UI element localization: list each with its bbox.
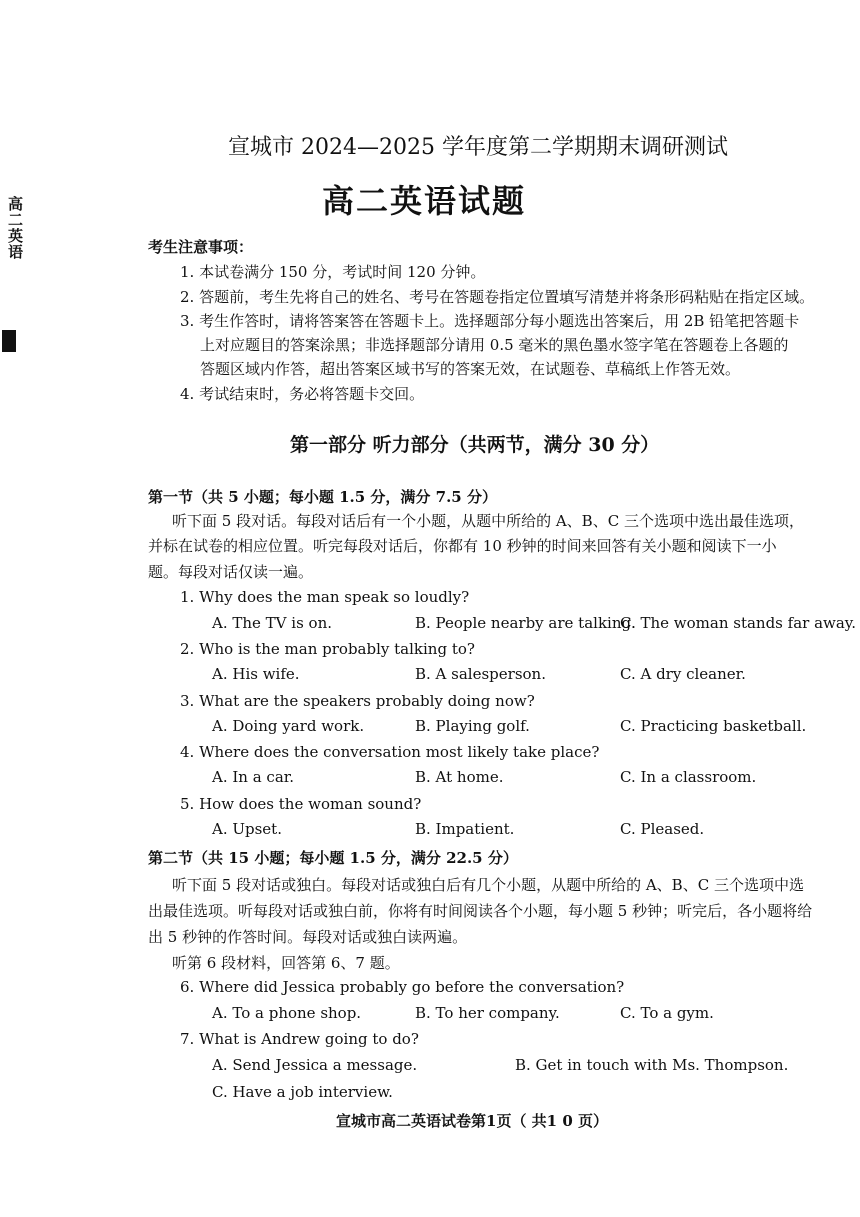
option-c: C. Pleased.	[620, 820, 705, 838]
option-c: C. In a classroom.	[620, 768, 757, 786]
page-footer: 宣城市高二英语试卷第1页（ 共1 0 页）	[336, 1112, 608, 1130]
option-c: C. Have a job interview.	[212, 1083, 393, 1101]
question-6: 6. Where did Jessica probably go before the conversation?	[180, 978, 625, 996]
option-a: A. The TV is on.	[212, 614, 333, 632]
question-3: 3. What are the speakers probably doing now?	[180, 692, 535, 710]
section-one-intro: 题。每段对话仅读一遍。	[148, 563, 314, 581]
question-4: 4. Where does the conversation most likely take place?	[180, 743, 600, 761]
option-b: B. Get in touch with Ms. Thompson.	[515, 1056, 789, 1074]
option-c: C. Practicing basketball.	[620, 717, 807, 735]
material-instruction: 听第 6 段材料，回答第 6、7 题。	[172, 954, 400, 972]
question-7: 7. What is Andrew going to do?	[180, 1030, 419, 1048]
option-c: C. To a gym.	[620, 1004, 714, 1022]
exam-subtitle: 宣城市 2024—2025 学年度第二学期期末调研测试	[228, 135, 728, 160]
section-two-intro: 出 5 秒钟的作答时间。每段对话或独白读两遍。	[148, 928, 468, 946]
section-two-intro: 出最佳选项。听每段对话或独白前，你将有时间阅读各个小题，每小题 5 秒钟；听完后，各小题将给	[148, 902, 813, 920]
option-b: B. Playing golf.	[415, 717, 530, 735]
option-b: B. People nearby are talking.	[415, 614, 636, 632]
section-one-intro: 听下面 5 段对话。每段对话后有一个小题，从题中所给的 A、B、C 三个选项中选出最佳选项，	[172, 512, 804, 530]
notice-line: 4. 考试结束时，务必将答题卡交回。	[180, 385, 425, 403]
binding-mark	[2, 330, 16, 352]
section-one-heading: 第一节（共 5 小题；每小题 1.5 分，满分 7.5 分）	[148, 488, 497, 506]
option-b: B. To her company.	[415, 1004, 560, 1022]
notice-line: 2. 答题前，考生先将自己的姓名、考号在答题卷指定位置填写清楚并将条形码粘贴在指定区域。	[180, 288, 815, 306]
notice-line: 3. 考生作答时，请将答案答在答题卡上。选择题部分每小题选出答案后，用 2B 铅笔把答题卡	[180, 312, 800, 330]
notice-line: 答题区域内作答，超出答案区域书写的答案无效，在试题卷、草稿纸上作答无效。	[200, 360, 741, 378]
option-b: B. At home.	[415, 768, 504, 786]
option-a: A. His wife.	[212, 665, 300, 683]
section-one-intro: 并标在试卷的相应位置。听完每段对话后，你都有 10 秒钟的时间来回答有关小题和阅读下一小	[148, 537, 777, 555]
option-c: C. A dry cleaner.	[620, 665, 746, 683]
option-a: A. Upset.	[212, 820, 282, 838]
exam-title: 高二英语试题	[322, 182, 527, 220]
option-a: A. To a phone shop.	[212, 1004, 362, 1022]
part-one-title: 第一部分 听力部分（共两节，满分 30 分）	[290, 434, 660, 456]
question-1: 1. Why does the man speak so loudly?	[180, 588, 470, 606]
option-a: A. Send Jessica a message.	[212, 1056, 418, 1074]
question-2: 2. Who is the man probably talking to?	[180, 640, 475, 658]
section-two-heading: 第二节（共 15 小题；每小题 1.5 分，满分 22.5 分）	[148, 849, 518, 867]
section-two-intro: 听下面 5 段对话或独白。每段对话或独白后有几个小题，从题中所给的 A、B、C 三个选项中选	[172, 876, 804, 894]
option-c: C. The woman stands far away.	[620, 614, 857, 632]
notice-line: 1. 本试卷满分 150 分，考试时间 120 分钟。	[180, 263, 486, 281]
option-a: A. In a car.	[212, 768, 295, 786]
option-b: B. A salesperson.	[415, 665, 546, 683]
question-5: 5. How does the woman sound?	[180, 795, 422, 813]
notice-line: 上对应题目的答案涂黑；非选择题部分请用 0.5 毫米的黑色墨水签字笔在答题卷上各题的	[200, 336, 789, 354]
side-subject-label: 高二英语	[6, 196, 24, 260]
option-a: A. Doing yard work.	[212, 717, 365, 735]
option-b: B. Impatient.	[415, 820, 515, 838]
notice-heading: 考生注意事项：	[148, 238, 254, 256]
